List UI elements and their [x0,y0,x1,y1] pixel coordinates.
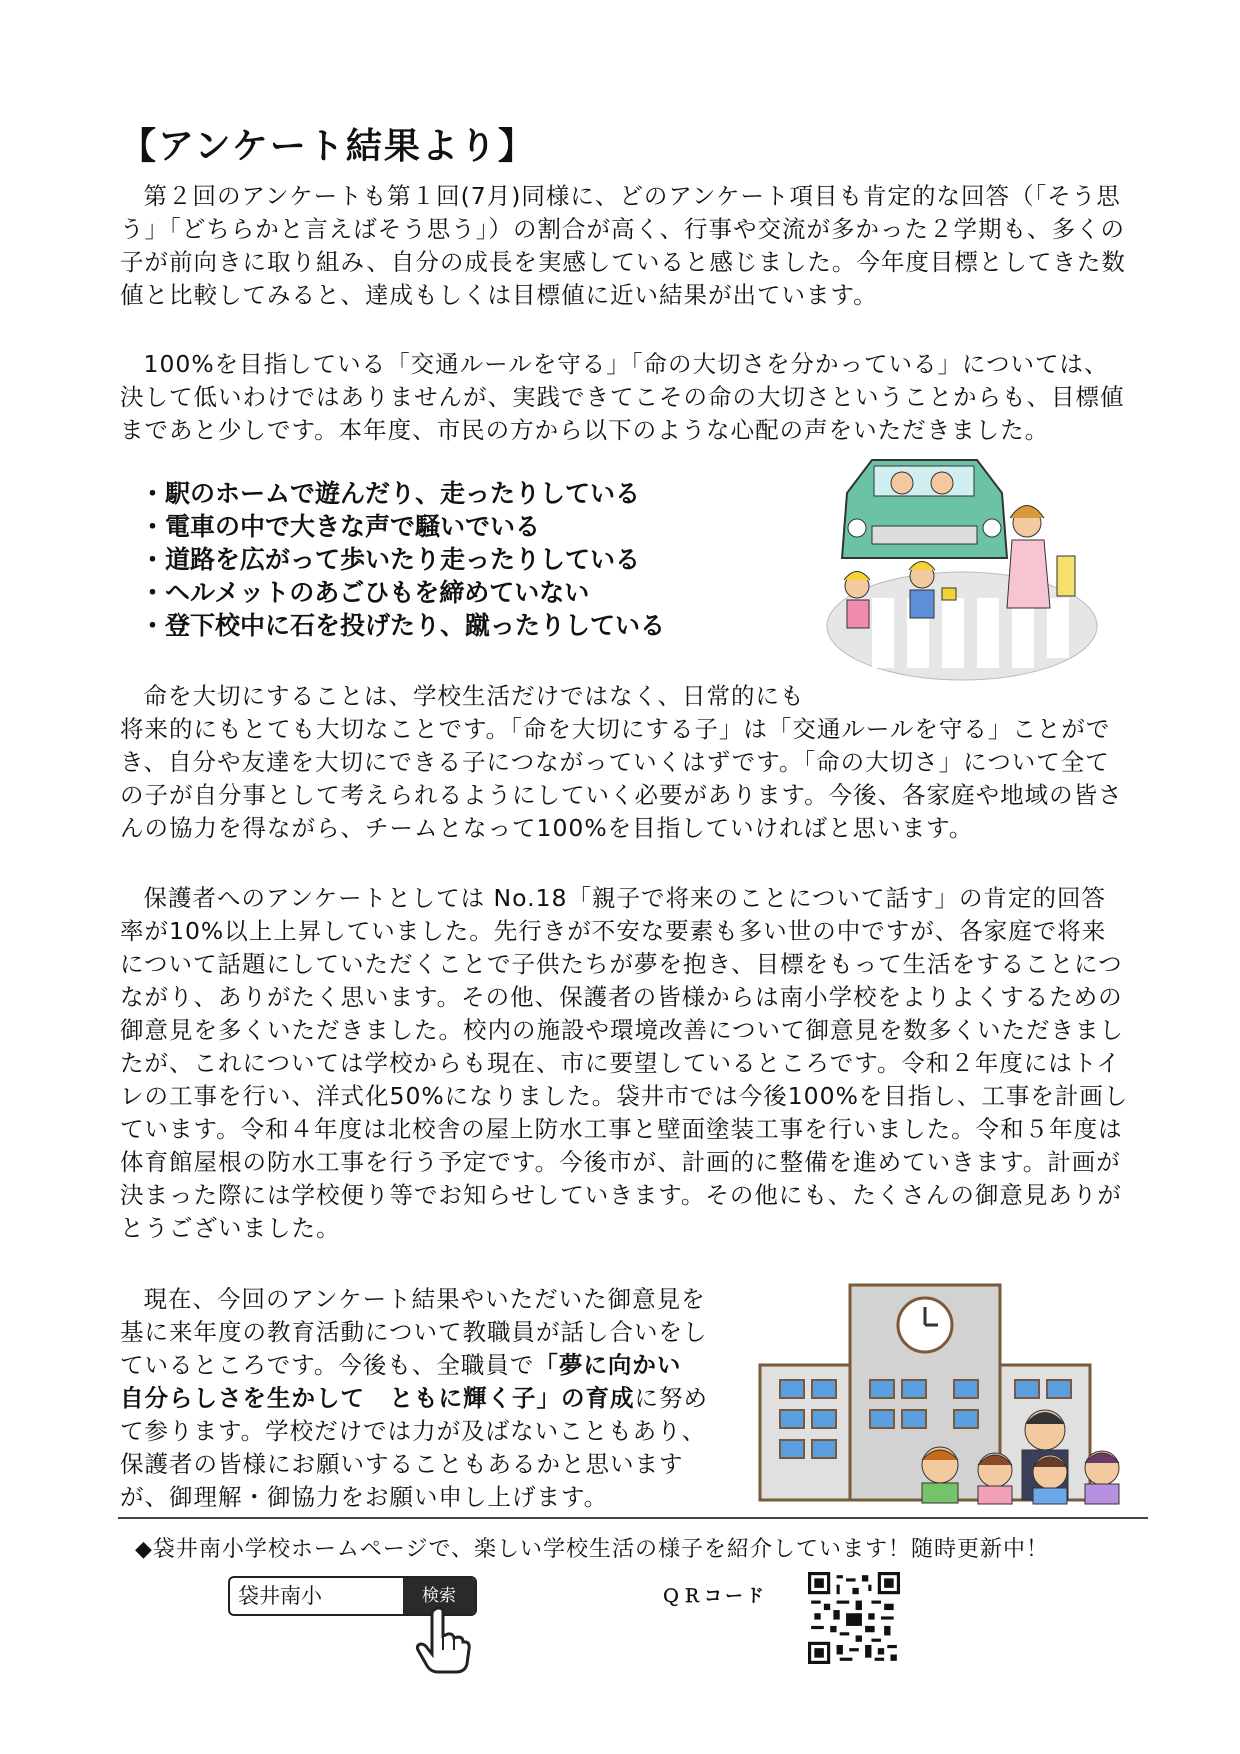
section-heading: 【アンケート結果より】 [120,126,536,167]
pointing-hand-icon [412,1606,472,1674]
next-year-text: 現在、今回のアンケート結果やいただいた御意見を基に来年度の教育活動について教職員が話し合いをしているところです。今後も、全職員で [120,1285,708,1379]
school-motto: 「夢に向かい 自分らしさを生かして ともに輝く子」 [120,1351,706,1412]
paragraph-survey-summary: 第２回のアンケートも第１回(7月)同様に、どのアンケート項目も肯定的な回答（「そう思う」「どちらかと言えばそう思う」）の割合が高く、行事や交流が多かった２学期も、多くの子が前向きに取り組み、自分の成長を実感していると感じました。今年度目標としてきた数値と比較してみると、達成もしくは目標値に近い結果が出ています。 [120,182,1126,309]
paragraph-traffic-rules: 100%を目指している「交通ルールを守る」「命の大切さを分かっている」については、決して低いわけではありませんが、実践できてこその命の大切さということからも、目標値まであと少しです。本年度、市民の方から以下のような心配の声をいただきました。 [120,350,1125,444]
motto-suffix: の育成 [561,1384,635,1412]
paragraph-life-importance-line1: 命を大切にすることは、学校生活だけではなく、日常的にも [143,682,805,710]
paragraph-life-importance-rest: 将来的にもとても大切なことです。「命を大切にする子」は「交通ルールを守る」ことができ、自分や友達を大切にできる子につながっていくはずです。「命の大切さ」について全ての子が自分事として考えられるようにしていく必要があります。今後、各家庭や地域の皆さんの協力を得ながら、チームとなって100%を目指していければと思います。 [120,715,1123,842]
concern-item: ・駅のホームで遊んだり、走ったりしている [140,480,641,508]
paragraph-life-importance [120,680,1130,845]
search-button[interactable]: 検索 [403,1578,475,1614]
concern-list [140,478,665,643]
homepage-notice: ◆袋井南小学校ホームページで、楽しい学校生活の様子を紹介しています！随時更新中！ [135,1537,1050,1562]
concern-item: ・登下校中に石を投げたり、蹴ったりしている [140,612,666,640]
concern-item: ・ヘルメットのあごひもを締めていない [140,579,590,607]
footer-divider [118,1517,1148,1519]
next-year-text-end: に努めて参ります。学校だけでは力が及ばないこともあり、保護者の皆様にお願いすることもあるかと思いますが、御理解・御協力をお願い申し上げます。 [120,1384,708,1511]
concern-item: ・電車の中で大きな声で騒いでいる [140,513,541,541]
qr-code-label: ＱＲコード [662,1586,767,1607]
concern-item: ・道路を広がって歩いたり走ったりしている [140,546,641,574]
paragraph-parent-survey: 保護者へのアンケートとしては No.18「親子で将来のことについて話す」の肯定的回答率が10%以上上昇していました。先行きが不安な要素も多い世の中ですが、各家庭で将来について話題にしていただくことで子供たちが夢を抱き、目標をもって生活をすることにつながり、ありがたく思います。その他、保護者の皆様からは南小学校をよりよくするための御意見を多くいただきました。校内の施設や環境改善について御意見を数多くいただきましたが、これについては学校からも現在、市に要望しているところです。令和２年度にはトイレの工事を行い、洋式化50%になりました。袋井市では今後100%を目指し、工事を計画しています。令和４年度は北校舎の屋上防水工事と壁面塗装工事を行いました。令和５年度は体育館屋根の防水工事を行う予定です。今後市が、計画的に整備を進めていきます。計画が決まった際には学校便り等でお知らせしていきます。その他にも、たくさんの御意見ありがとうございました。 [120,884,1129,1242]
search-input[interactable]: 袋井南小 [238,1584,322,1608]
qr-code-icon[interactable] [808,1572,900,1664]
school-illustration [750,1280,1140,1510]
crossing-illustration [812,448,1102,688]
paragraph-next-year [120,1283,730,1514]
